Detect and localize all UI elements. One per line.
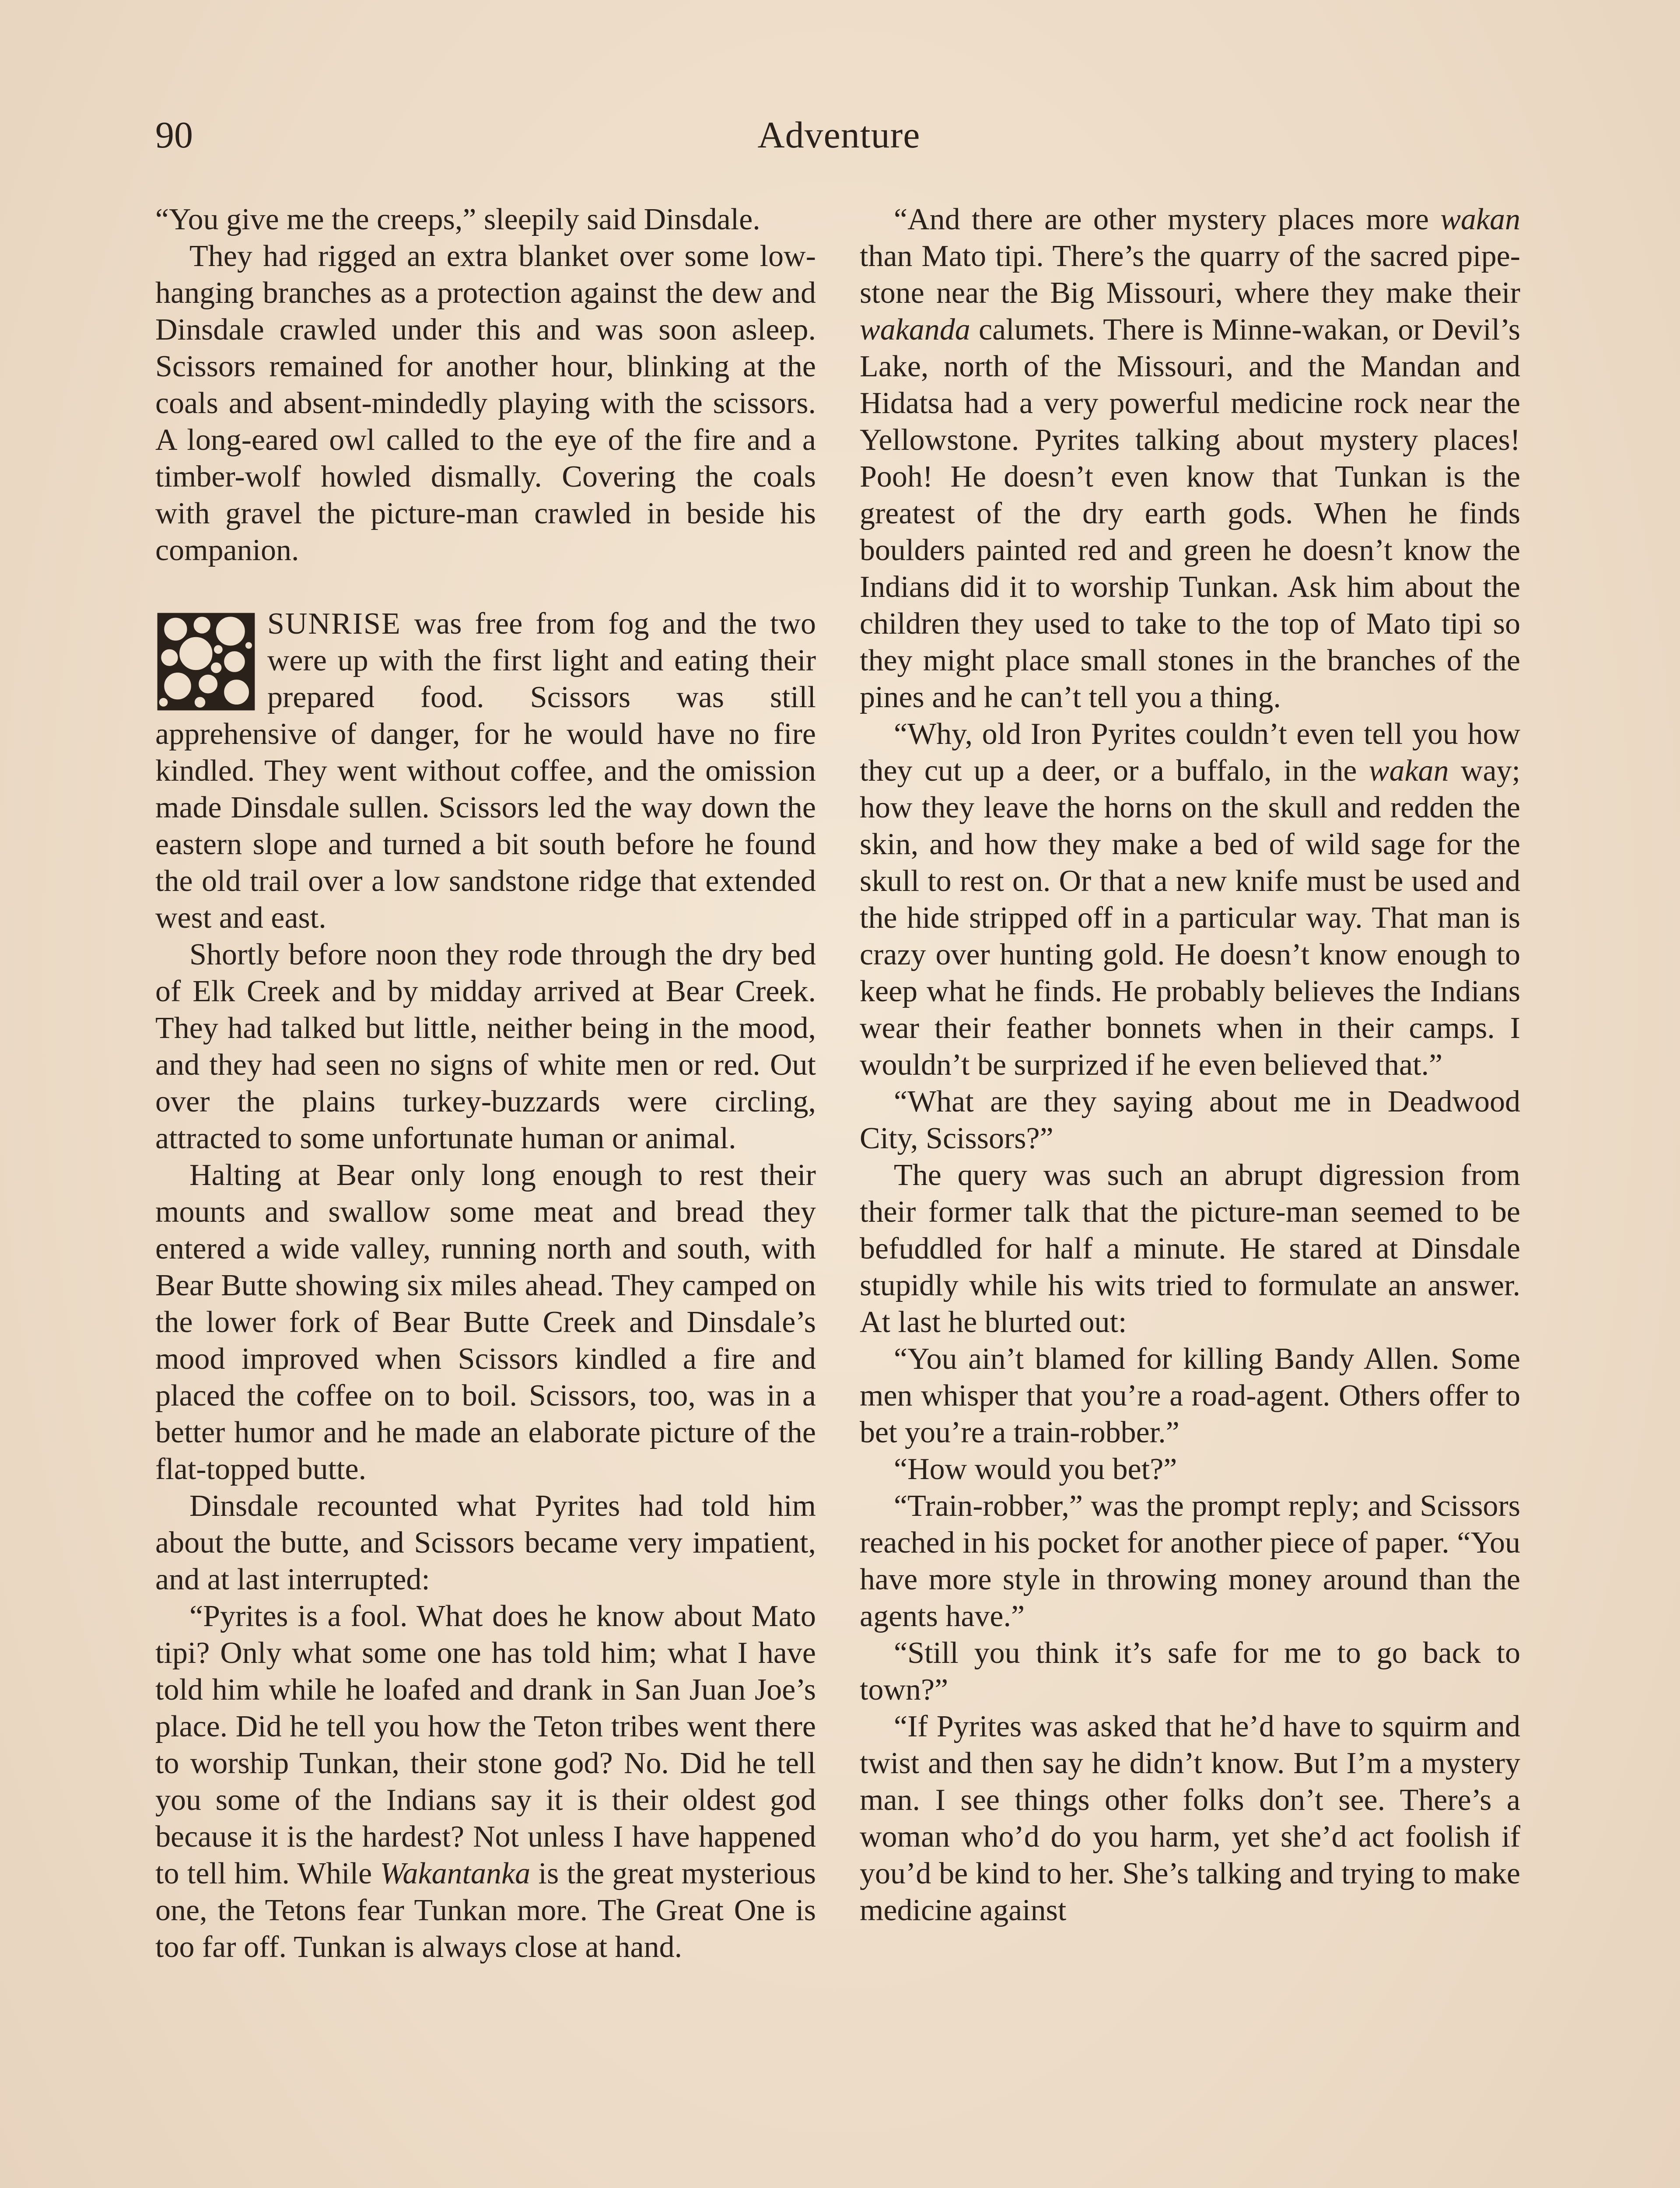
section-start-paragraph: SUNRISE was free from fog and the two were up with the first light and eating their prepared food. Scissors was still apprehensive of danger, for he would have no fire kindled. They went without coffee, and the omission made Dinsdale sullen. Scissors led the way down the eastern slope and turned a bit south before he found the old trail over a low sandstone ridge that extended west and east. xyxy=(155,607,816,935)
italic-word: Wakantanka xyxy=(380,1857,531,1890)
paragraph: “If Pyrites was asked that he’d have to squirm and twist and then say he didn’t know. But I’m a mystery man. I see things other folks don’t see. There’s a woman who’d do you harm, yet she’d act foolish if you’d be kind to her. She’s talking and trying to make medicine against xyxy=(860,1710,1520,1927)
paragraph: Halting at Bear only long enough to rest their mounts and swallow some meat and bread they entered a wide valley, running north and south, with Bear Butte showing six miles ahead. They camped on the lower fork of Bear Butte Creek and Dinsdale’s mood improved when Scissors kindled a fire and placed the coffee on to boil. Scissors, too, was in a better humor and he made an elaborate picture of the flat-topped butte. xyxy=(155,1158,816,1486)
page-header xyxy=(155,116,1522,173)
italic-word: wakan xyxy=(1440,203,1520,236)
ornamental-drop-cap-icon xyxy=(155,611,257,712)
paragraph: “You ain’t blamed for killing Bandy Allen. Some men whisper that you’re a road-agent. Others offer to bet you’re a train-robber.” xyxy=(860,1342,1520,1449)
running-head: Adventure xyxy=(757,114,920,156)
paragraph: “Pyrites is a fool. What does he know about Mato tipi? Only what some one has told him; what I have told him while he loafed and drank in San Juan Joe’s place. Did he tell you how the Teton tribes went there to worship Tunkan, their stone god? No. Did he tell you some of the Indians say it is their oldest god because it is the hardest? Not unless I have happened to tell him. While Wakantanka is the great mysterious one, the Tetons fear Tunkan more. The Great One is too far off. Tunkan is always close at hand. xyxy=(155,1599,816,1964)
paragraph: “How would you bet?” xyxy=(894,1452,1177,1486)
paragraph: They had rigged an extra blanket over some low-hanging branches as a protection against the dew and Dinsdale crawled under this and was soon asleep. Scissors remained for another hour, blinking at the coals and absent-mindedly playing with the scissors. A long-eared owl called to the eye of the fire and a timber-wolf howled dismally. Covering the coals with gravel the picture-man crawled in beside his companion. xyxy=(155,239,816,567)
italic-word: wakan xyxy=(1368,754,1449,788)
section-opening-word: SUNRISE xyxy=(267,607,401,641)
paragraph: “Why, old Iron Pyrites couldn’t even tell you how they cut up a deer, or a buffalo, in the wakan way; how they leave the horns on the skull and redden the skin, and how they make a bed of wild sage for the skull to rest on. Or that a new knife must be used and the hide stripped off in a particular way. That man is crazy over hunting gold. He doesn’t know enough to keep what he finds. He probably believes the Indians wear their feather bonnets when in their camps. I wouldn’t be surprized if he even believed that.” xyxy=(860,717,1520,1082)
paragraph: The query was such an abrupt digression from their former talk that the picture-man seemed to be befuddled for half a minute. He stared at Dinsdale stupidly while his wits tried to formulate an answer. At last he blurted out: xyxy=(860,1158,1520,1339)
page-number: 90 xyxy=(155,114,193,156)
italic-word: wakanda xyxy=(860,313,970,347)
left-column xyxy=(155,201,816,1966)
paragraph: “You give me the creeps,” sleepily said Dinsdale. xyxy=(155,203,760,236)
paragraph: Dinsdale recounted what Pyrites had told him about the butte, and Scissors became very impatient, and at last interrupted: xyxy=(155,1489,816,1596)
right-column xyxy=(860,201,1520,1929)
paragraph: “And there are other mystery places more wakan than Mato tipi. There’s the quarry of the sacred pipe-stone near the Big Missouri, where they make their wakanda calumets. There is Minne-wakan, or Devil’s Lake, north of the Missouri, and the Mandan and Hidatsa had a very powerful medicine rock near the Yellowstone. Pyrites talking about mystery places! Pooh! He doesn’t even know that Tunkan is the greatest of the dry earth gods. When he finds boulders painted red and green he doesn’t know the Indians did it to worship Tunkan. Ask him about the children they used to take to the top of Mato tipi so they might place small stones in the branches of the pines and he can’t tell you a thing. xyxy=(860,203,1520,714)
paragraph: “Train-robber,” was the prompt reply; and Scissors reached in his pocket for another piece of paper. “You have more style in throwing money around than the agents have.” xyxy=(860,1489,1520,1633)
paragraph: “Still you think it’s safe for me to go back to town?” xyxy=(860,1636,1520,1707)
paragraph: “What are they saying about me in Deadwood City, Scissors?” xyxy=(860,1085,1520,1155)
paragraph: Shortly before noon they rode through the dry bed of Elk Creek and by midday arrived at Bear Creek. They had talked but little, neither being in the mood, and they had seen no signs of white men or red. Out over the plains turkey-buzzards were circling, attracted to some unfortunate human or animal. xyxy=(155,938,816,1155)
